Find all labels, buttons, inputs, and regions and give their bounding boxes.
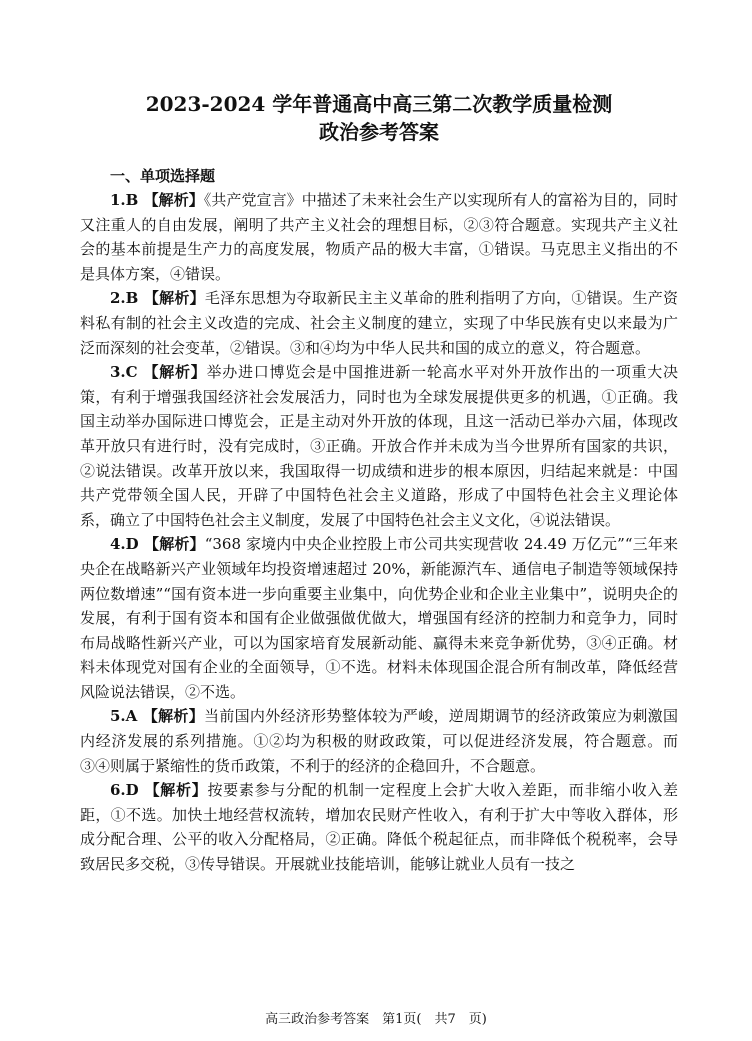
document-subtitle: 政治参考答案	[319, 120, 439, 144]
answer-text: “368 家境内中央企业控股上市公司共实现营收 24.49 万亿元”“三年来央企在战略新兴产业领域年均投资增速超过 20%，新能源汽车、通信电子制造等领域保持两位数增速”“国有资本进一步向重要主业集中，向优势企业和企业主业集中”，说明央企的发展，有利于国有资本和国有企业做强做优做大，增强国有经济的控制力和竞争力，同时布局战略性新兴产业，可以为国家培育发展新动能、赢得未来竞争新优势，③④正确。材料未体现党对国有企业的全面领导，①不选。材料未体现国企混合所有制改革，降低经营风险说法错误，②不选。	[80, 535, 679, 701]
answer-text: 《共产党宣言》中描述了未来社会生产以实现所有人的富裕为目的，同时又注重人的自由发展，阐明了共产主义社会的理想目标，②③符合题意。实现共产主义社会的基本前提是生产力的高度发展，物质产品的极大丰富，①错误。马克思主义指出的不是具体方案，④错误。	[80, 191, 678, 283]
answer-label: 2.B 【解析】	[110, 289, 205, 308]
answer-item-3	[80, 360, 678, 532]
document-title: 2023-2024 学年普通高中高三第二次教学质量检测	[145, 92, 613, 116]
answer-label: 6.D 【解析】	[110, 781, 208, 800]
answer-text: 当前国内外经济形势整体较为严峻，逆周期调节的经济政策应为刺激国内经济发展的系列措施。①②均为积极的财政政策，可以促进经济发展，符合题意。而③④则属于紧缩性的货币政策，不利于的经济的企稳回升，不合题意。	[80, 707, 678, 775]
answer-item-4	[80, 532, 678, 704]
answer-label: 3.C 【解析】	[110, 363, 207, 382]
answer-text: 毛泽东思想为夺取新民主主义革命的胜利指明了方向，①错误。生产资料私有制的社会主义改造的完成、社会主义制度的建立，实现了中华民族有史以来最为广泛而深刻的社会变革，②错误。③和④均为中华人民共和国的成立的意义，符合题意。	[80, 289, 678, 357]
answer-item-6	[80, 778, 678, 876]
answer-label: 5.A 【解析】	[110, 707, 205, 726]
answer-label: 1.B 【解析】	[110, 191, 204, 209]
answer-text: 举办进口博览会是中国推进新一轮高水平对外开放作出的一项重大决策，有利于增强我国经济社会发展活力，同时也为全球发展提供更多的机遇，①正确。我国主动举办国际进口博览会，正是主动对外开放的体现，且这一活动已举办六届，体现改革开放只有进行时，没有完成时，③正确。开放合作并未成为当今世界所有国家的共识，②说法错误。改革开放以来，我国取得一切成绩和进步的根本原因，归结起来就是：中国共产党带领全国人民，开辟了中国特色社会主义道路，形成了中国特色社会主义理论体系，确立了中国特色社会主义制度，发展了中国特色社会主义文化，④说法错误。	[80, 363, 678, 529]
page-footer: 高三政治参考答案 第1页( 共7 页)	[265, 1012, 487, 1027]
answer-label: 4.D 【解析】	[110, 535, 205, 554]
answer-item-2	[80, 286, 678, 360]
section-heading: 一、单项选择题	[110, 167, 216, 185]
answer-item-1	[80, 188, 678, 286]
answer-item-5	[80, 704, 678, 778]
answer-text: 按要素参与分配的机制一定程度上会扩大收入差距，而非缩小收入差距，①不选。加快土地经营权流转，增加农民财产性收入，有利于扩大中等收入群体，形成分配合理、公平的收入分配格局，②正确。降低个税起征点，而非降低个税税率，会导致居民多交税，③传导错误。开展就业技能培训，能够让就业人员有一技之	[80, 781, 678, 874]
